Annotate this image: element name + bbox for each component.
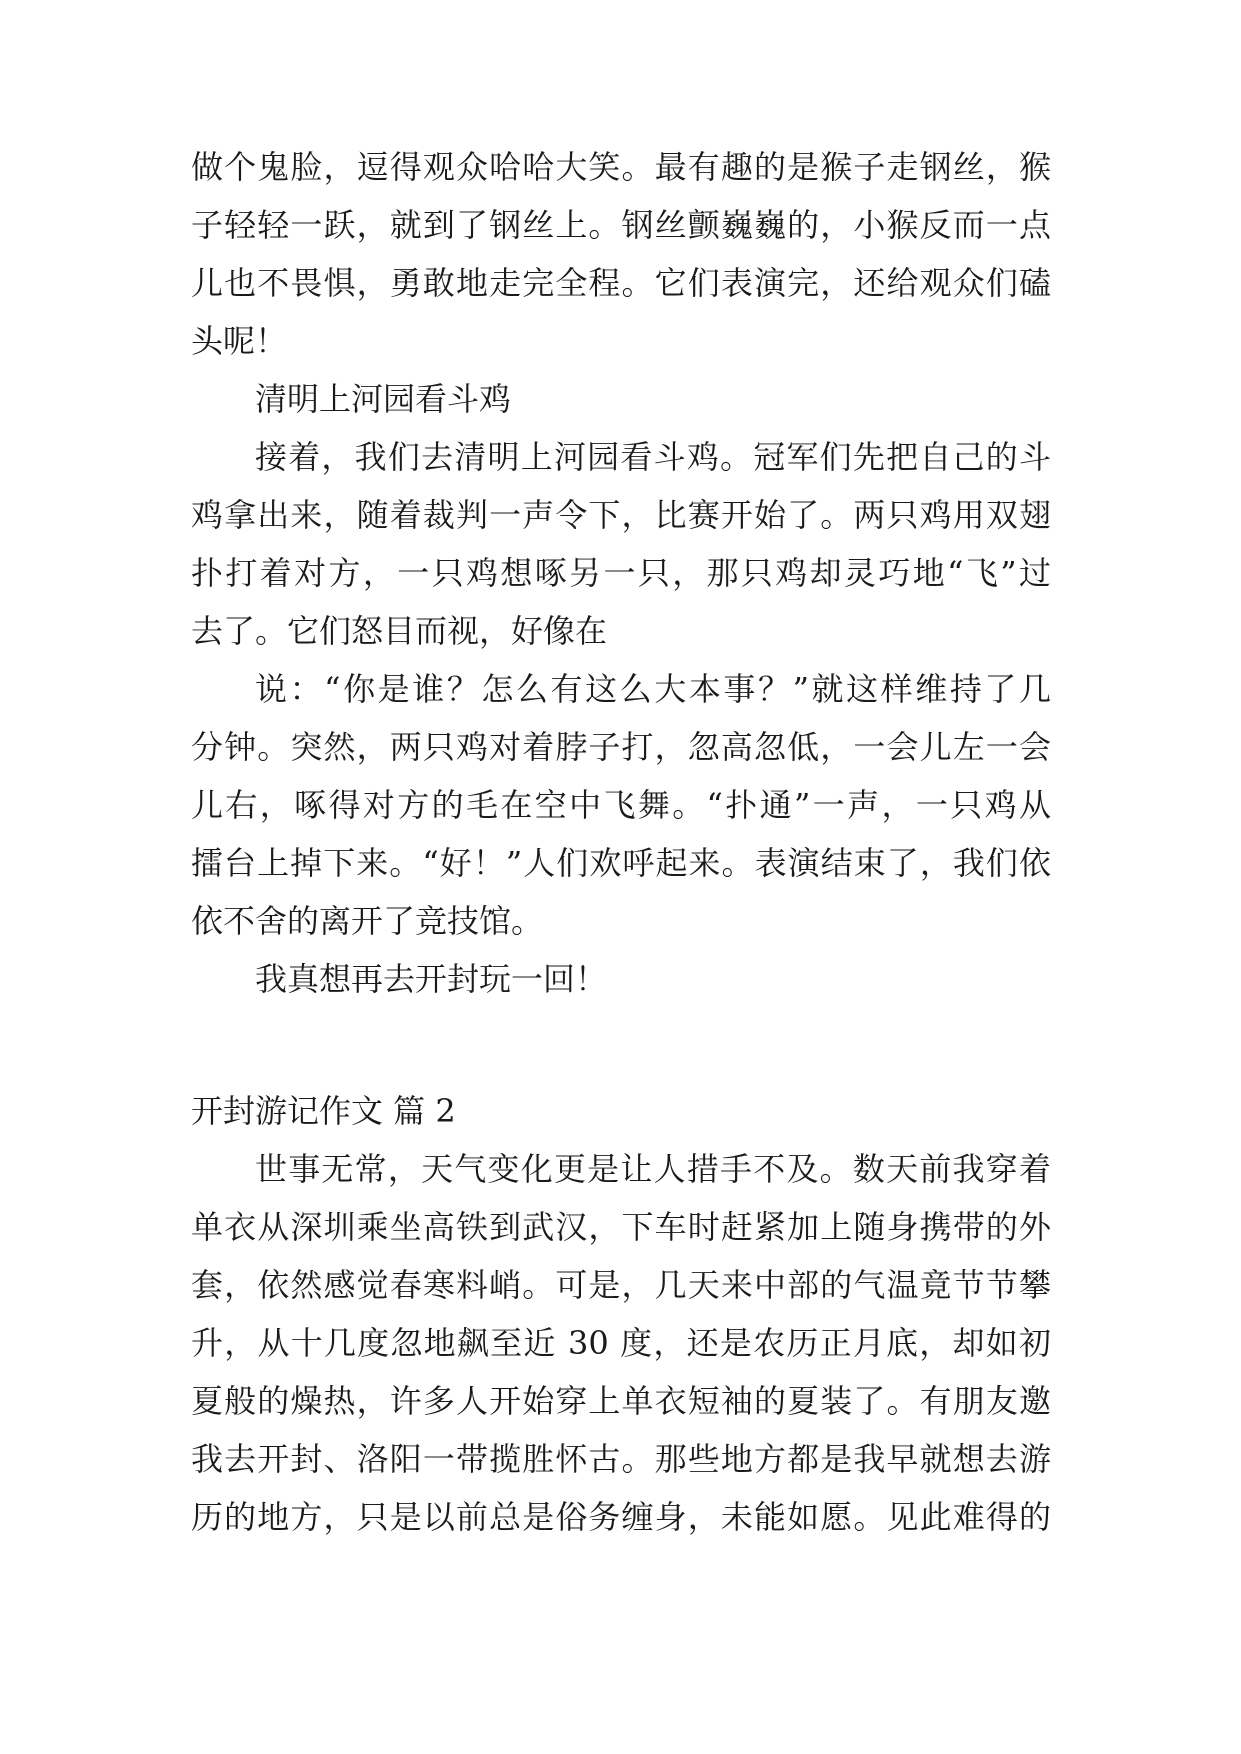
paragraph-line: 去了。它们怒目而视，好像在 xyxy=(191,612,608,650)
paragraph-line: 接着，我们去清明上河园看斗鸡。冠军们先把自己的斗 xyxy=(255,438,1051,476)
paragraph-line: 分钟。突然，两只鸡对着脖子打，忽高忽低，一会儿左一会 xyxy=(191,728,1051,766)
paragraph-line: 历的地方，只是以前总是俗务缠身，未能如愿。见此难得的 xyxy=(191,1498,1051,1536)
paragraph-line: 说：“你是谁？怎么有这么大本事？”就这样维持了几 xyxy=(255,670,1051,708)
paragraph-line: 依不舍的离开了竞技馆。 xyxy=(191,902,544,940)
article-title: 开封游记作文 篇 2 xyxy=(191,1092,456,1130)
paragraph-line: 擂台上掉下来。“好！”人们欢呼起来。表演结束了，我们依 xyxy=(191,844,1051,882)
paragraph-line: 儿右，啄得对方的毛在空中飞舞。“扑通”一声，一只鸡从 xyxy=(191,786,1051,824)
paragraph-line: 儿也不畏惧，勇敢地走完全程。它们表演完，还给观众们磕 xyxy=(191,264,1051,302)
paragraph-line: 单衣从深圳乘坐高铁到武汉，下车时赶紧加上随身携带的外 xyxy=(191,1208,1051,1246)
paragraph-line: 扑打着对方，一只鸡想啄另一只，那只鸡却灵巧地“飞”过 xyxy=(191,554,1051,592)
paragraph-line: 做个鬼脸，逗得观众哈哈大笑。最有趣的是猴子走钢丝，猴 xyxy=(191,148,1051,186)
paragraph-line: 头呢！ xyxy=(191,322,288,360)
paragraph-line: 我去开封、洛阳一带揽胜怀古。那些地方都是我早就想去游 xyxy=(191,1440,1051,1478)
section-subheading: 清明上河园看斗鸡 xyxy=(255,380,512,418)
paragraph-line: 升，从十几度忽地飙至近 30 度，还是农历正月底，却如初 xyxy=(191,1324,1051,1362)
paragraph-line: 子轻轻一跃，就到了钢丝上。钢丝颤巍巍的，小猴反而一点 xyxy=(191,206,1051,244)
paragraph-line: 夏般的燥热，许多人开始穿上单衣短袖的夏装了。有朋友邀 xyxy=(191,1382,1051,1420)
paragraph-line: 我真想再去开封玩一回！ xyxy=(255,960,608,998)
paragraph-line: 世事无常，天气变化更是让人措手不及。数天前我穿着 xyxy=(255,1150,1051,1188)
paragraph-line: 鸡拿出来，随着裁判一声令下，比赛开始了。两只鸡用双翅 xyxy=(191,496,1051,534)
paragraph-line: 套，依然感觉春寒料峭。可是，几天来中部的气温竟节节攀 xyxy=(191,1266,1051,1304)
